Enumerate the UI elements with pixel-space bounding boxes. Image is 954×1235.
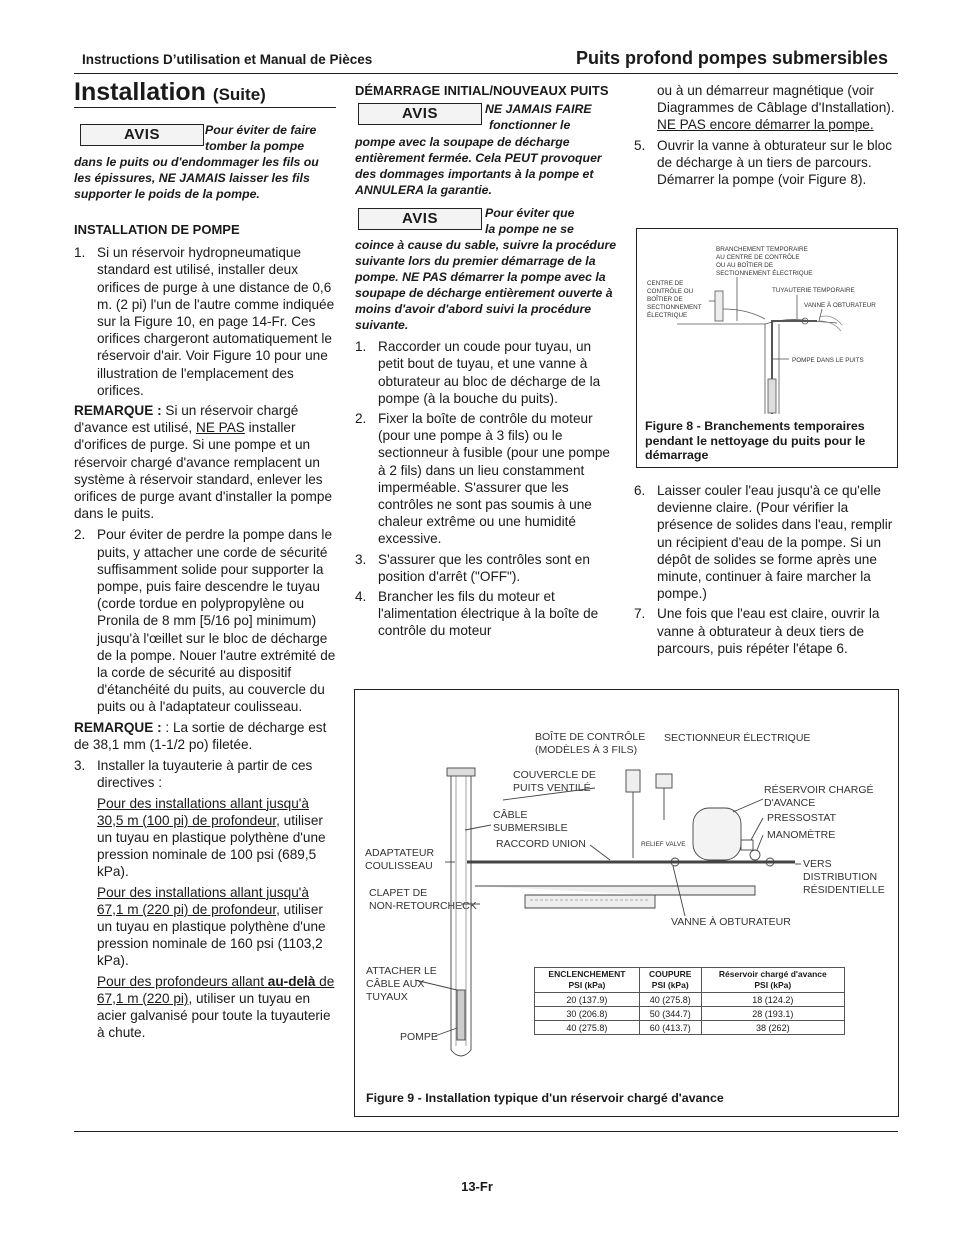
item-text: ou à un démarreur magnétique (voir Diagrammes de Câblage d'Installation). (657, 83, 895, 116)
fig9-label: SECTIONNEUR ÉLECTRIQUE (664, 732, 811, 744)
header-rule (74, 73, 898, 74)
fig9-gauge (750, 850, 760, 860)
remark-label: REMARQUE : (74, 719, 162, 735)
fig8-label-top: AU CENTRE DE CONTRÔLE (716, 254, 800, 261)
fig8-label-left: ÉLECTRIQUE (647, 312, 688, 319)
fig9-pressure-switch (741, 840, 753, 850)
table-header-row (535, 968, 845, 993)
fig8-wire (723, 309, 765, 319)
table-cell: 20 (137.9) (535, 993, 640, 1007)
fig9-label: ATTACHER LE (366, 965, 437, 977)
avis-block-2 (355, 102, 617, 134)
fig9-label: VERS (803, 858, 832, 870)
title-main: Installation (74, 78, 206, 106)
list-item (355, 551, 617, 585)
fig9-pump (457, 990, 465, 1040)
list-item (74, 757, 338, 1041)
page-title (74, 78, 266, 107)
item-emph: NE PAS encore démarrer la pompe. (657, 117, 874, 133)
fig8-label-top: BRANCHEMENT TEMPORAIRE (716, 246, 808, 253)
fig9-leader (757, 835, 763, 850)
list-item (74, 244, 338, 399)
avis-line: Pour éviter que (485, 206, 575, 221)
fig8-control-box (715, 291, 723, 321)
fig9-leader (733, 799, 763, 812)
piping-depth: Pour des installations allant jusqu'à 67,1 m (220 pi) de profondeur (97, 884, 309, 917)
piping-depth: Pour des installations allant jusqu'à 30,5 m (100 pi) de profondeur (97, 795, 309, 828)
remark-text: : La sortie de décharge est de 38,1 mm (1-1/2 po) filetée. (74, 719, 327, 752)
item-text: Brancher les fils du moteur et l'alimentation électrique à la boîte de contrôle du moteur (378, 589, 599, 639)
section-demarrage: DÉMARRAGE INITIAL/NOUVEAUX PUITS (355, 83, 609, 98)
fig9-leader (465, 825, 491, 830)
header-line: PSI (kPa) (651, 980, 689, 990)
item-number: 1. (74, 245, 86, 261)
table-header (639, 968, 701, 993)
footer-rule (74, 1131, 898, 1132)
header-line: PSI (kPa) (754, 980, 792, 990)
table-row (535, 1021, 845, 1035)
piping-depth: de 67,1 m (220 pi) (97, 973, 335, 1006)
piping-rule-3 (97, 973, 338, 1042)
item-number: 7. (634, 606, 646, 622)
piping-depth: Pour des profondeurs allant (97, 973, 268, 989)
avis-badge: AVIS (358, 208, 482, 230)
column-2 (355, 82, 617, 640)
fig9-label: ADAPTATEUR (365, 847, 435, 859)
avis-block-3 (355, 205, 617, 237)
fig8-water-spray (819, 316, 842, 331)
remark-text: Si un réservoir chargé d'avance est utilisé, (74, 403, 299, 436)
figure-8-caption: Figure 8 - Branchements temporaires pendant le nettoyage du puits pour le démarrage (645, 419, 866, 462)
header-left: Instructions D’utilisation et Manual de Pièces (82, 52, 373, 67)
table-cell: 40 (275.8) (639, 993, 701, 1007)
fig8-label-left: BOÎTIER DE (647, 296, 683, 303)
fig8-label-valve: VANNE À OBTURATEUR (804, 302, 876, 309)
item-number: 3. (74, 758, 86, 774)
fig9-label: SUBMERSIBLE (493, 822, 568, 834)
item-number: 2. (355, 411, 367, 427)
fig9-label: CLAPET DE (369, 887, 428, 899)
figure-9-caption: Figure 9 - Installation typique d'un réservoir chargé d'avance (366, 1091, 724, 1105)
table-cell: 28 (193.1) (701, 1007, 844, 1021)
fig9-leader (751, 818, 763, 840)
item-number: 3. (355, 551, 367, 567)
avis-text: pompe avec la soupape de décharge entièrement fermée. Cela PEUT provoquer des dommages importants à la pompe et ANNULERA la garantie. (355, 135, 602, 198)
fig8-label-left: CENTRE DE (647, 280, 684, 287)
column-3 (634, 82, 898, 188)
fig8-label-pipe: TUYAUTERIE TEMPORAIRE (772, 287, 855, 294)
figure-8 (636, 228, 898, 468)
table-row (535, 993, 845, 1007)
item-number: 5. (634, 137, 646, 153)
figure-9 (354, 689, 899, 1117)
remark-text: installer d'orifices de purge. Si une pompe et un réservoir chargé d'avance remplacent un système à réservoir standard, enlever les orifices de purge avant d'installer la pompe dans le puits. (74, 420, 333, 522)
list-item (355, 410, 617, 548)
fig9-leader (435, 1028, 457, 1036)
pressure-table (534, 967, 845, 1035)
piping-rule-2 (97, 884, 338, 970)
avis-line: tomber la pompe (205, 139, 305, 153)
page-number: 13-Fr (461, 1179, 493, 1194)
item-number: 2. (74, 527, 86, 543)
remark-1 (74, 402, 338, 522)
fig9-switch-box (656, 774, 672, 788)
column-1 (74, 122, 338, 1041)
list-item (355, 588, 617, 640)
fig9-label: RÉSIDENTIELLE (803, 884, 885, 896)
item-text: Raccorder un coude pour tuyau, un petit bout de tuyau, et une vanne à obturateur au bloc de décharge de la pompe (à la bouche du puits). (378, 339, 601, 406)
avis-badge: AVIS (358, 103, 482, 125)
piping-rule-1 (97, 795, 338, 881)
list-item (634, 482, 898, 602)
section-installation-pompe: INSTALLATION DE POMPE (74, 222, 240, 237)
list-item (634, 137, 898, 189)
remark-2 (74, 719, 338, 753)
fig8-label-top: SECTIONNEMENT ÉLECTRIQUE (716, 270, 813, 277)
item-text: Pour éviter de perdre la pompe dans le puits, y attacher une corde de sécurité suffisamment solide pour supporter la pompe, puis faire descendre le tuyau (corde tordue en polypropylène ou Pronila de 8 mm [5/16 po] minimum) jusqu'à l'œillet sur le bloc de décharge de la pompe. Nouer l'autre extrémité de la corde de sécurité au dispositif d'étanchéité du puits, au couvercle du puits ou à l'adaptateur coulisseau. (97, 527, 336, 715)
fig9-label: VANNE À OBTURATEUR (671, 916, 791, 928)
fig9-label: POMPE (400, 1031, 438, 1043)
fig8-label-left: CONTRÔLE OU (647, 288, 694, 295)
avis-line: fonctionner le (489, 118, 571, 133)
fig9-label: D'AVANCE (764, 797, 816, 809)
avis-text: dans le puits ou d'endommager les fils ou les épissures, NE JAMAIS laisser les fils supporter le poids de la pompe. (74, 155, 319, 201)
avis-lead (485, 101, 617, 133)
fig8-label-left: SECTIONNEMENT (647, 304, 702, 311)
list-item (634, 605, 898, 657)
avis-badge: AVIS (80, 124, 204, 146)
figure-8-diagram (637, 229, 897, 419)
fig9-label: RACCORD UNION (496, 838, 586, 850)
fig9-label: RÉSERVOIR CHARGÉ (764, 784, 874, 796)
remark-label: REMARQUE : (74, 403, 162, 419)
item-text: Une fois que l'eau est claire, ouvrir la vanne à obturateur à deux tiers de parcours, puis répéter l'étape 6. (657, 606, 880, 656)
table-cell: 50 (344.7) (639, 1007, 701, 1021)
fig8-pump (768, 379, 776, 413)
avis-text: coince à cause du sable, suivre la procédure suivante lors du premier démarrage de la pompe. NE PAS démarrer la pompe avec la soupape de décharge entièrement ouverte à moins d'avoir d'abord suivi la procédure suivante. (355, 238, 617, 333)
table-cell: 60 (413.7) (639, 1021, 701, 1035)
item-text: Ouvrir la vanne à obturateur sur le bloc de décharge à un tiers de parcours. Démarrer la pompe (voir Figure 8). (657, 137, 892, 188)
item-text: S'assurer que les contrôles sont en position d'arrêt ("OFF"). (378, 551, 590, 584)
fig9-well-cover (447, 768, 475, 776)
fig9-label: TUYAUX (366, 991, 408, 1003)
startup-steps (355, 338, 617, 639)
item-text: Laisser couler l'eau jusqu'à ce qu'elle devienne claire. (Pour vérifier la présence de solides dans l'eau, remplir un récipient d'eau de la pompe. Si un dépôt de solides se forme après une minute, continuer à faire marcher la pompe.) (657, 483, 893, 602)
fig9-label: NON-RETOURCHECK (369, 900, 477, 912)
piping-text: , utiliser un tuyau en plastique polythène d'une pression nominale de 100 psi (689,5 kPa). (97, 812, 326, 880)
piping-text: , utiliser un tuyau en plastique polythène d'une pression nominale de 160 psi (1103,2 kPa). (97, 901, 326, 969)
item-text: Installer la tuyauterie à partir de ces directives : (97, 758, 313, 791)
list-item (355, 338, 617, 407)
title-rule (74, 107, 336, 108)
table-row (535, 1007, 845, 1021)
table-cell: 18 (124.2) (701, 993, 844, 1007)
header-line: Réservoir chargé d'avance (718, 969, 827, 979)
fig9-label: CÂBLE AUX (366, 978, 425, 990)
header-right: Puits profond pompes submersibles (575, 48, 888, 68)
fig9-label: COULISSEAU (365, 860, 433, 872)
title-suffix: (Suite) (212, 85, 266, 104)
item-number: 1. (355, 339, 367, 355)
table-header (701, 968, 844, 993)
piping-emph: au-delà (267, 973, 316, 989)
fig9-label: PRESSOSTAT (767, 812, 837, 824)
column-3-lower (634, 482, 898, 657)
fig9-label: MANOMÈTRE (767, 829, 836, 841)
avis-line: la pompe ne se (485, 222, 574, 237)
item-text: Si un réservoir hydropneumatique standard est utilisé, installer deux orifices de purge à une distance de 0,6 m. (2 pi) l'un de l'autre comme indiquée sur la Figure 10, en page 14-Fr. Ces orifices chargeront automatiquement le réservoir d'air. Voir Figure 10 pour une illustration de l'emplacement des orifices. (97, 245, 335, 398)
table-cell: 38 (262) (701, 1021, 844, 1035)
list-item (74, 526, 338, 715)
table-header (535, 968, 640, 993)
item-number: 4. (355, 589, 367, 605)
table-cell: 30 (206.8) (535, 1007, 640, 1021)
avis-line: Pour éviter de faire (205, 123, 317, 137)
fig9-label-relief: RELIEF VALVE (641, 841, 686, 848)
fig9-control-box (626, 770, 640, 792)
header-line: ENCLENCHEMENT (548, 969, 626, 979)
header-line: PSI (kPa) (568, 980, 606, 990)
fig9-leader (590, 845, 610, 860)
fig9-label: CÂBLE (493, 809, 528, 821)
fig8-label-top: OU AU BOÎTIER DE (716, 262, 774, 269)
piping-text: , utiliser un tuyau en acier galvanisé pour toute la tuyauterie à chute. (97, 990, 331, 1041)
header-line: COUPURE (648, 969, 692, 979)
avis-block-1 (74, 122, 338, 154)
fig8-leader (819, 309, 822, 321)
fig9-tank (693, 808, 741, 860)
item-number: 6. (634, 483, 646, 498)
fig9-label: BOÎTE DE CONTRÔLE (535, 731, 646, 743)
table-cell: 40 (275.8) (535, 1021, 640, 1035)
fig9-ground (475, 886, 755, 908)
avis-lead (205, 122, 340, 154)
avis-lead (485, 205, 617, 237)
step-4-continued (634, 82, 898, 134)
fig9-label: PUITS VENTILÉ (513, 782, 591, 794)
fig8-label-pump: POMPE DANS LE PUITS (792, 357, 864, 364)
fig9-label: COUVERCLE DE (513, 769, 596, 781)
fig9-label: DISTRIBUTION (803, 871, 878, 883)
remark-emph: NE PAS (196, 420, 245, 436)
fig9-label: (MODÈLES À 3 FILS) (535, 744, 638, 756)
item-text: Fixer la boîte de contrôle du moteur (pour une pompe à 3 fils) ou le sectionneur à fusible (pour une pompe à 2 fils) dans un lieu constamment imperméable. S'assurer que les contrôles ne sont pas soumis à une chaleur extrême ou une humidité excessive. (378, 411, 610, 547)
avis-line: NE JAMAIS FAIRE (485, 102, 592, 117)
